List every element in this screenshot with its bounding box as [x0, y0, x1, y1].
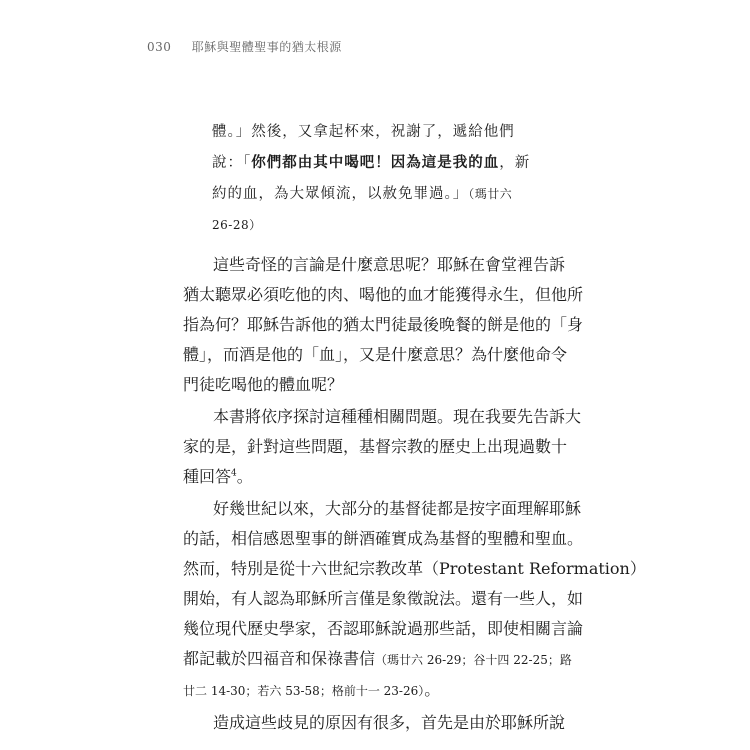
text-line — [183, 644, 572, 675]
book-title: 耶穌與聖體聖事的猶太根源 — [191, 40, 342, 54]
paragraph — [183, 250, 584, 400]
quote-line: 體。」然後，又拿起杯來，祝謝了，遞給他們 — [212, 124, 515, 140]
text-line: 體」，而酒是他的「血」，又是什麼意思？為什麼他命令 — [183, 345, 568, 364]
text-line: 幾位現代歷史學家，否認耶穌說過那些話，即使相關言論 — [183, 619, 584, 638]
text-line: 造成這些歧見的原因有很多，首先是由於耶穌所說 — [213, 713, 566, 732]
quote-line — [212, 148, 532, 179]
quote-text: 約的血，為大眾傾流，以赦免罪過。」 — [212, 186, 469, 202]
page-number: 030 — [147, 40, 172, 54]
paragraph — [183, 494, 646, 706]
text-segment: 。 — [236, 467, 253, 486]
text-line: 然而，特別是從十六世紀宗教改革（Protestant Reformation） — [183, 559, 646, 578]
running-header — [147, 38, 342, 55]
text-line: 這些奇怪的言論是什麼意思呢？耶穌在會堂裡告訴 — [213, 255, 566, 274]
text-line — [183, 675, 543, 706]
quote-emphasis: 你們都由其中喝吧！因為這是我的血 — [251, 155, 500, 171]
text-line: 家的是，針對這些問題，基督宗教的歷史上出現過數十 — [183, 437, 568, 456]
text-line: 指為何？耶穌告訴他的猶太門徒最後晚餐的餅是他的「身 — [183, 315, 584, 334]
text-line: 本書將依序探討這種種相關問題。現在我要先告訴大 — [213, 407, 582, 426]
block-quote — [212, 117, 532, 241]
text-line: 好幾世紀以來，大部分的基督徒都是按字面理解耶穌 — [213, 499, 582, 518]
body-text — [183, 250, 646, 740]
text-segment: 。 — [424, 680, 441, 699]
scripture-reference: （瑪廿六 — [468, 187, 513, 201]
text-line: 的話，相信感恩聖事的餅酒確實成為基督的聖體和聖血。 — [183, 529, 584, 548]
scripture-reference: （瑪廿六 26-29；谷十四 22-25；路 — [375, 653, 572, 667]
text-line: 猶太聽眾必須吃他的肉、喝他的血才能獲得永生，但他所 — [183, 285, 584, 304]
paragraph — [183, 708, 566, 738]
quote-text: 說：「 — [212, 155, 252, 171]
text-segment: 都記載於四福音和保祿書信 — [183, 649, 376, 668]
text-line: 門徒吃喝他的體血呢？ — [183, 375, 344, 394]
text-line: 開始，有人認為耶穌所言僅是象徵說法。還有一些人，如 — [183, 589, 584, 608]
text-line — [183, 462, 543, 492]
quote-line — [212, 179, 532, 210]
paragraph — [183, 402, 582, 492]
footnote-marker: 4 — [231, 468, 237, 479]
scripture-reference: 廿二 14-30；若六 53-58；格前十一 23-26） — [183, 684, 425, 698]
text-segment: 種回答 — [183, 467, 232, 486]
scripture-reference: 26-28） — [212, 218, 262, 232]
quote-text: ，新 — [499, 155, 531, 171]
